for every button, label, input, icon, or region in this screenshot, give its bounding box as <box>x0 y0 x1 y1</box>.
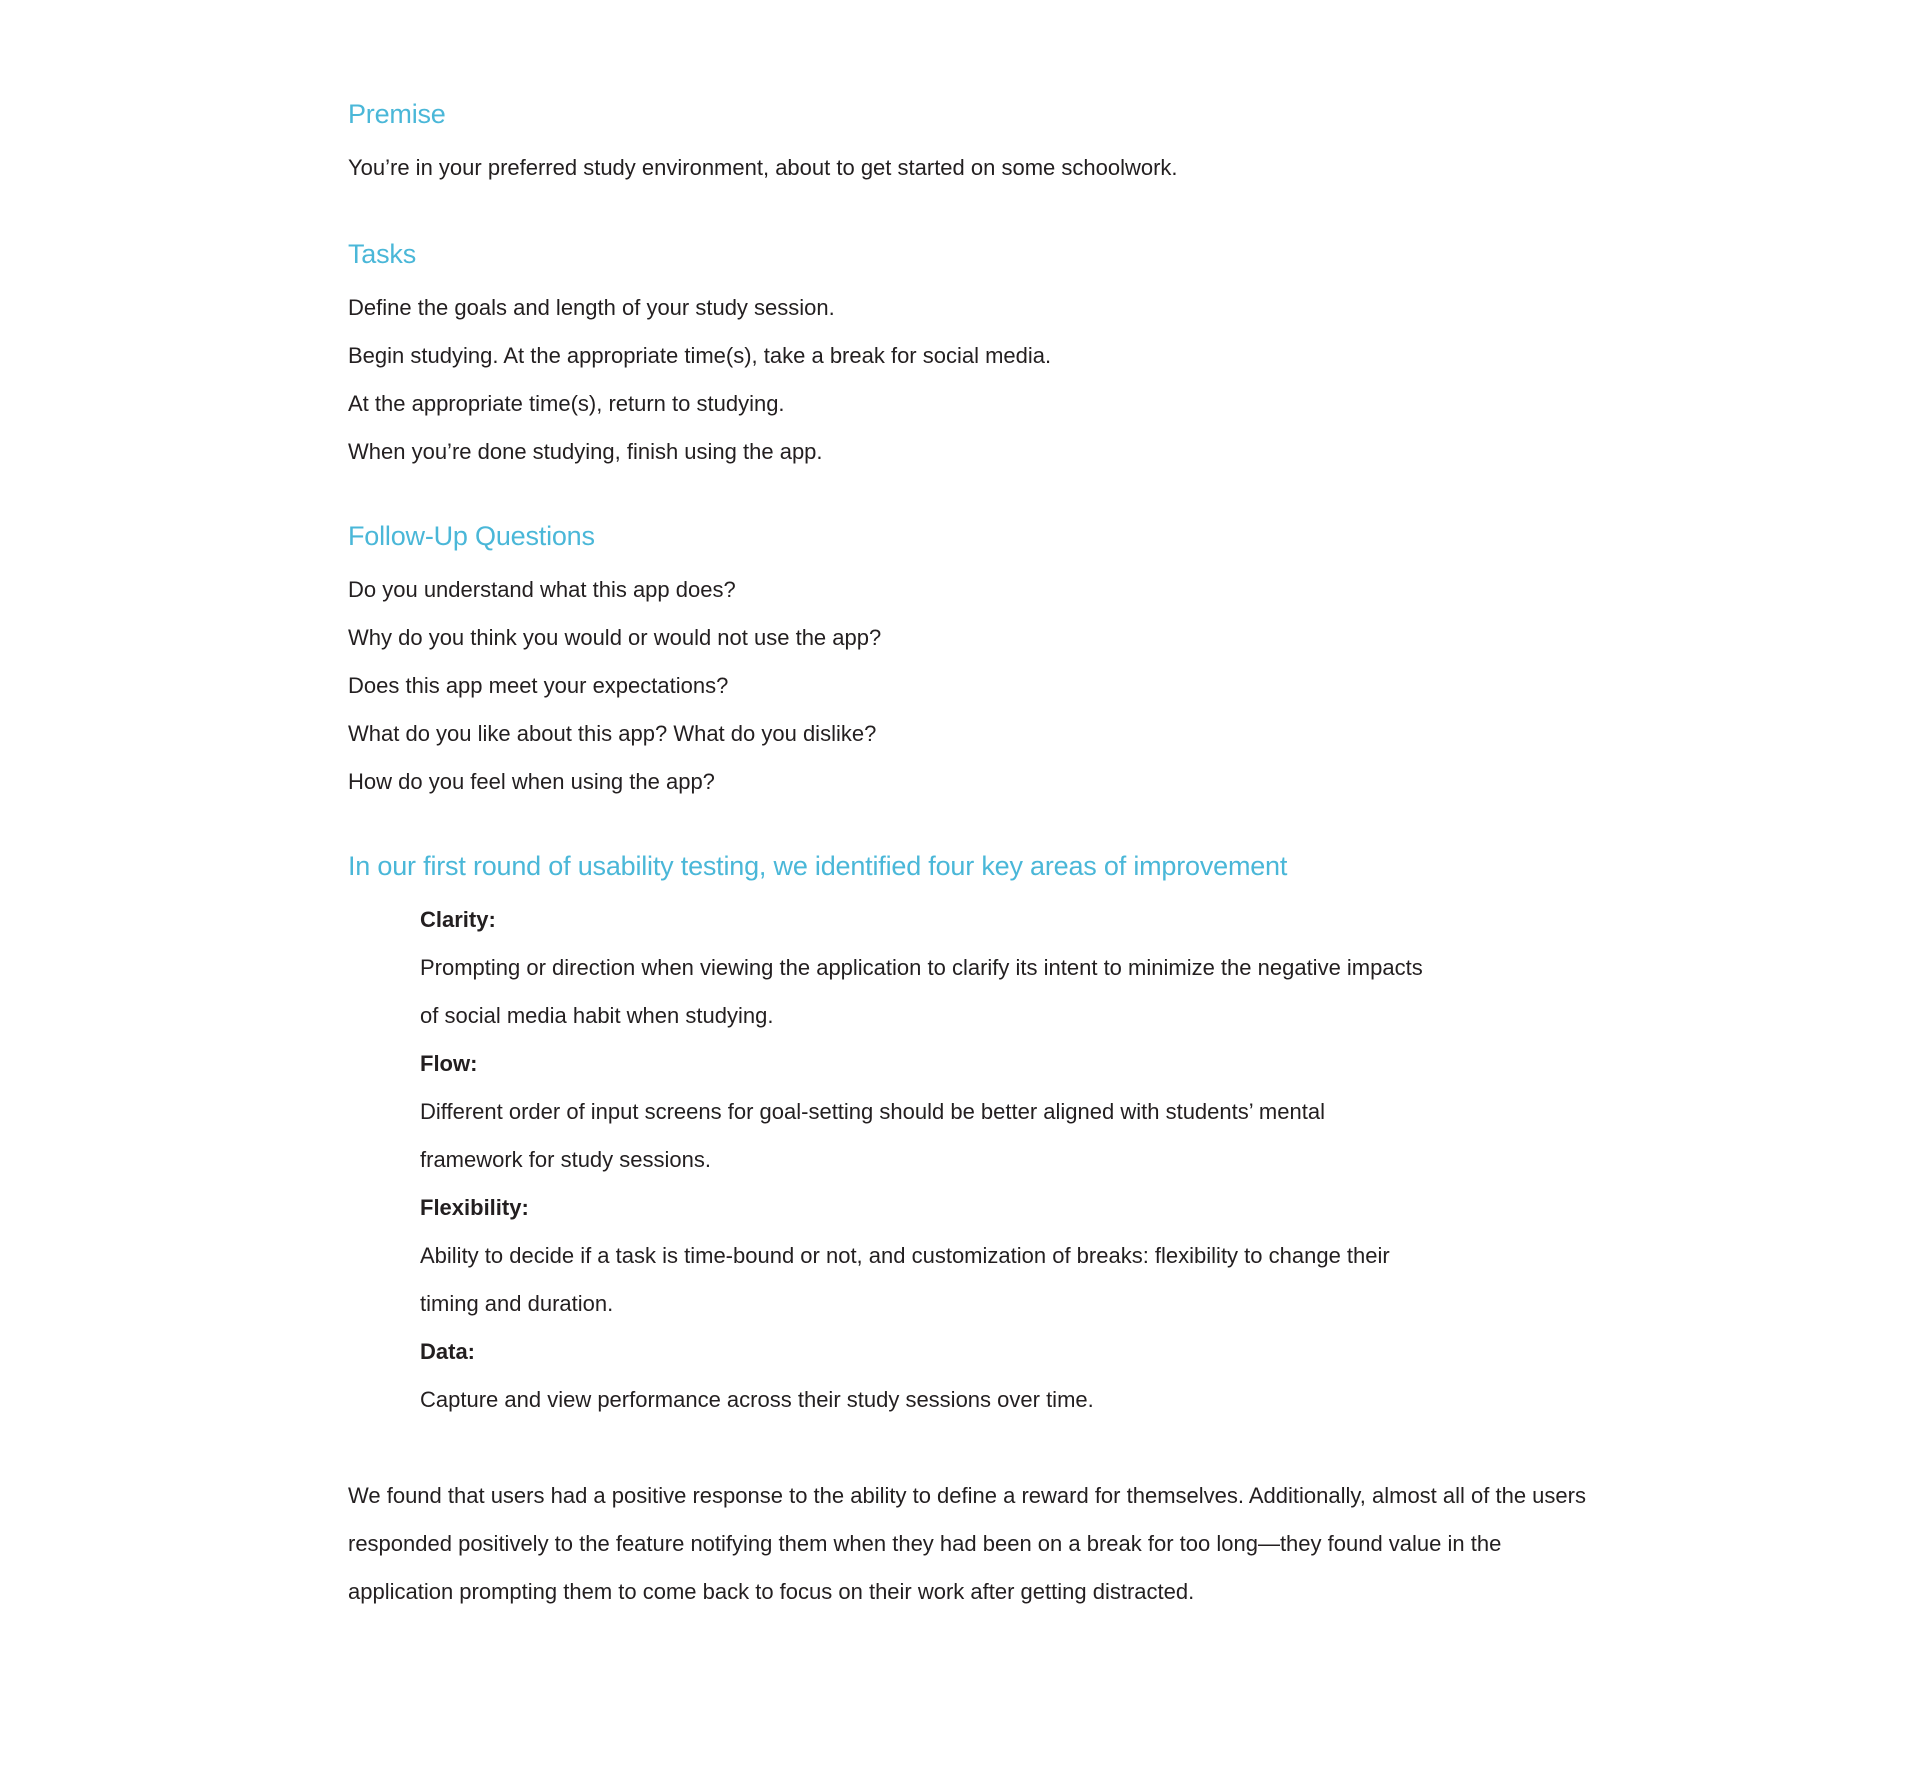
tasks-heading: Tasks <box>348 239 417 269</box>
document-page <box>348 96 1588 1616</box>
improvement-description: Prompting or direction when viewing the application to clarify its intent to minimize the negative impacts of social media habit when studying. <box>420 955 1423 1028</box>
follow-up-section <box>348 518 1588 806</box>
improvement-term: Flow: <box>420 1051 478 1076</box>
task-item: Define the goals and length of your study session. <box>348 295 835 320</box>
premise-text: You’re in your preferred study environment, about to get started on some schoolwork. <box>348 155 1178 180</box>
improvement-description: Different order of input screens for goal-setting should be better aligned with students’ mental framework for study sessions. <box>420 1099 1325 1172</box>
improvement-term: Clarity: <box>420 907 496 932</box>
follow-up-heading: Follow-Up Questions <box>348 521 595 551</box>
question-item: Does this app meet your expectations? <box>348 673 729 698</box>
closing-section <box>348 1472 1588 1616</box>
question-item: How do you feel when using the app? <box>348 769 715 794</box>
tasks-section <box>348 236 1588 476</box>
premise-section <box>348 96 1588 192</box>
question-item: Do you understand what this app does? <box>348 577 736 602</box>
improvement-term: Flexibility: <box>420 1195 529 1220</box>
task-item: At the appropriate time(s), return to studying. <box>348 391 785 416</box>
improvements-section <box>348 848 1588 1424</box>
task-item: When you’re done studying, finish using the app. <box>348 439 823 464</box>
improvement-description: Ability to decide if a task is time-bound or not, and customization of breaks: flexibility to change their timing and duration. <box>420 1243 1390 1316</box>
task-item: Begin studying. At the appropriate time(s), take a break for social media. <box>348 343 1052 368</box>
question-item: What do you like about this app? What do you dislike? <box>348 721 877 746</box>
improvement-areas-list <box>348 896 1430 1424</box>
premise-heading: Premise <box>348 99 446 129</box>
question-item: Why do you think you would or would not use the app? <box>348 625 882 650</box>
improvement-term: Data: <box>420 1339 476 1364</box>
closing-paragraph: We found that users had a positive response to the ability to define a reward for themselves. Additionally, almost all of the users responded positively to the feature notifying them when they had been on a break for too long—they found value in the application prompting them to come back to focus on their work after getting distracted. <box>348 1483 1586 1604</box>
improvements-heading: In our first round of usability testing, we identified four key areas of improvement <box>348 851 1288 881</box>
improvement-description: Capture and view performance across their study sessions over time. <box>420 1387 1094 1412</box>
